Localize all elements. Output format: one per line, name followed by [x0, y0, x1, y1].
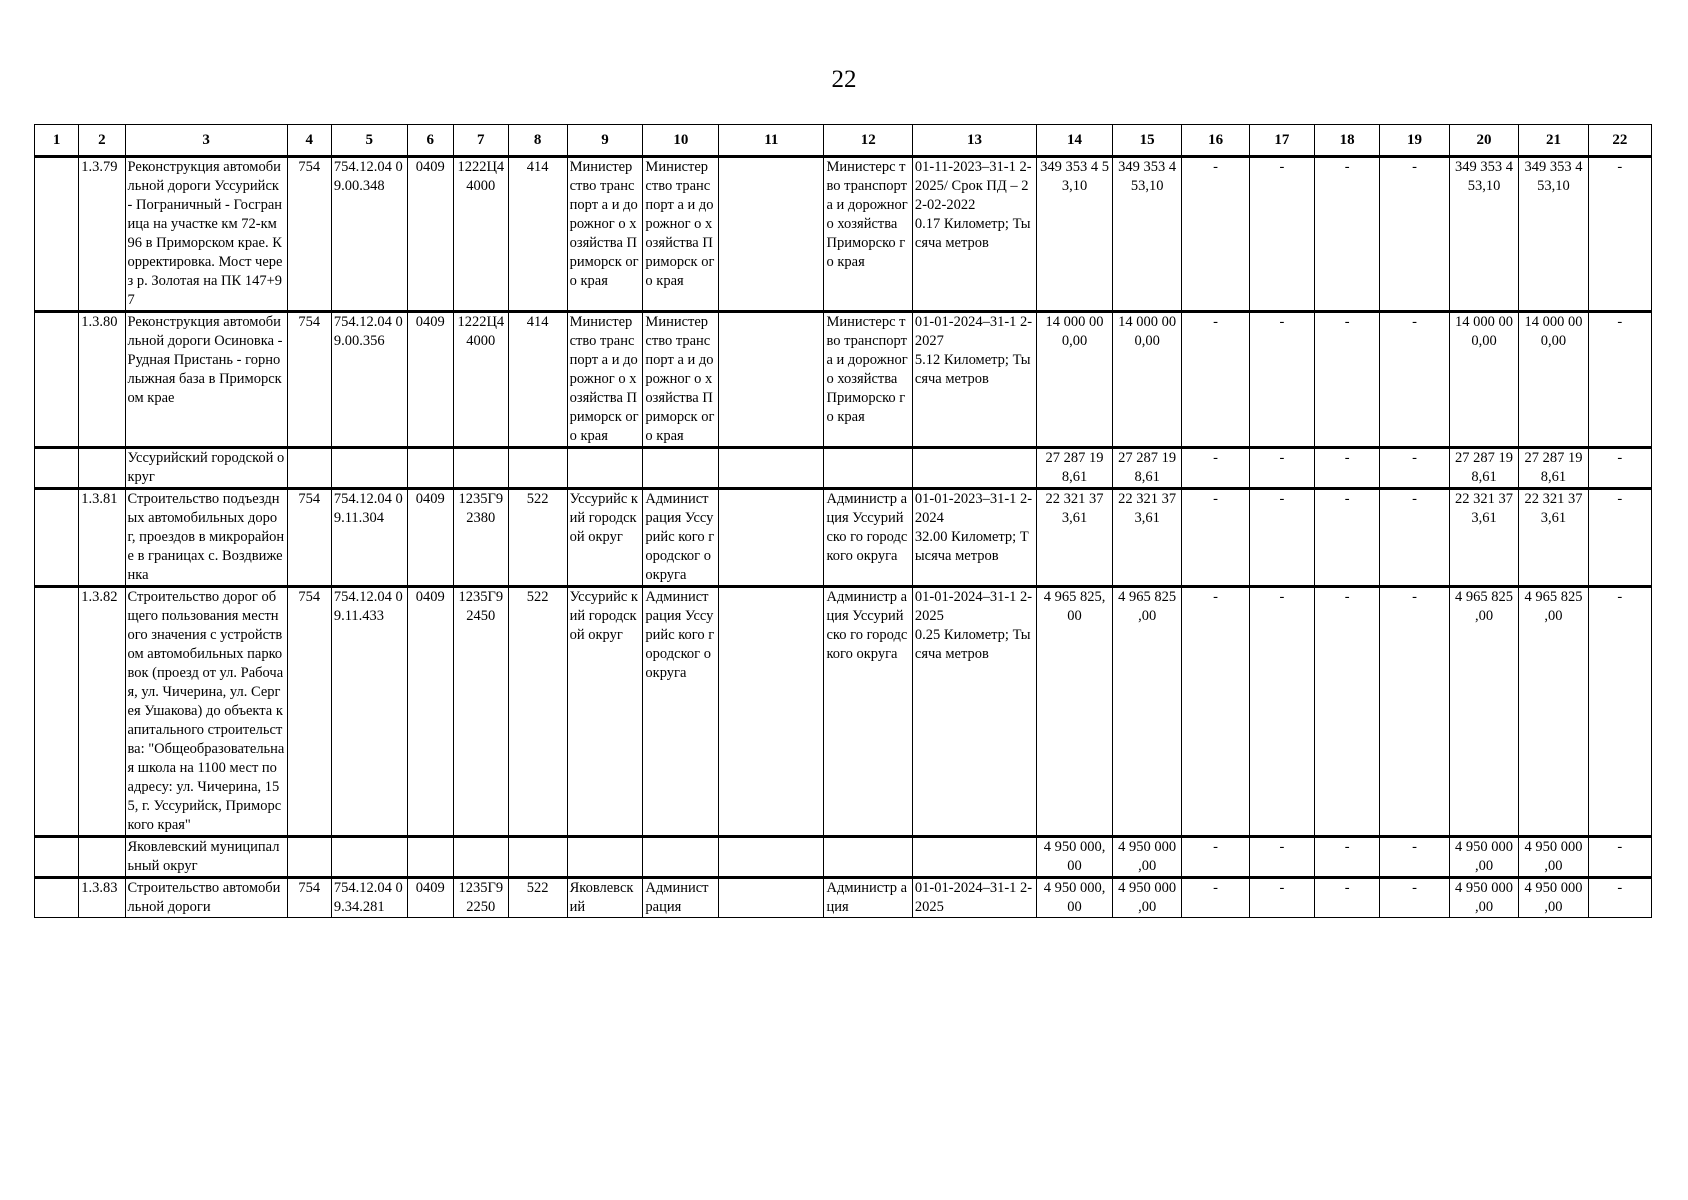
cell-col-6: 0409 [407, 157, 453, 312]
cell-col-18: - [1315, 489, 1380, 587]
object-name: Реконструкция автомобильной дороги Осиновка - Рудная Пристань - горнолыжная база в Приморском крае [125, 312, 287, 448]
col-header: 7 [453, 125, 508, 157]
col-header: 13 [912, 125, 1036, 157]
cell-col-4 [287, 448, 331, 489]
cell-col-10: Админист рация Уссурийс кого городског о округа [643, 489, 719, 587]
cell-col-7: 1235Г9 2380 [453, 489, 508, 587]
cell-col-13 [912, 587, 1036, 837]
cell-col-8: 522 [508, 878, 567, 918]
cell-col-10: Министер ство транспорт а и дорожног о хозяйства Приморск ого края [643, 312, 719, 448]
cell-col-21: 4 965 825 ,00 [1519, 587, 1588, 837]
cell-col-7: 1235Г9 2250 [453, 878, 508, 918]
cell-col-21: 4 950 000 ,00 [1519, 837, 1588, 878]
cell-col-7 [453, 837, 508, 878]
cell-col-11 [719, 878, 824, 918]
cell-col-13 [912, 489, 1036, 587]
cell-col-18: - [1315, 878, 1380, 918]
cell-col-10: Министер ство транспорт а и дорожног о хозяйства Приморск ого края [643, 157, 719, 312]
cell-col-14: 22 321 37 3,61 [1037, 489, 1113, 587]
object-name: Уссурийский городской округ [125, 448, 287, 489]
cell-col-1 [35, 448, 79, 489]
cell-col-19: - [1380, 312, 1449, 448]
cell-col-22: - [1588, 837, 1651, 878]
cell-col-13 [912, 312, 1036, 448]
cell-col-5: 754.12.04 09.11.433 [331, 587, 407, 837]
cell-col-16: - [1182, 878, 1249, 918]
col-header: 1 [35, 125, 79, 157]
period-text: 01-01-2024–31-1 2-2027 [914, 314, 1033, 349]
cell-col-19: - [1380, 448, 1449, 489]
cell-col-8: 522 [508, 587, 567, 837]
col-header: 4 [287, 125, 331, 157]
table-row [35, 157, 1652, 312]
cell-col-16: - [1182, 837, 1249, 878]
cell-col-11 [719, 587, 824, 837]
col-header: 9 [567, 125, 643, 157]
cell-col-15: 22 321 37 3,61 [1112, 489, 1181, 587]
cell-col-1 [35, 489, 79, 587]
cell-col-11 [719, 448, 824, 489]
cell-col-12: Министерс тво транспорта и дорожного хозяйства Приморско го края [824, 312, 912, 448]
cell-col-16: - [1182, 312, 1249, 448]
cell-col-10: Админист рация Уссурийс кого городског о округа [643, 587, 719, 837]
table-row [35, 587, 1652, 837]
cell-col-7: 1222Ц4 4000 [453, 157, 508, 312]
cell-col-21: 14 000 00 0,00 [1519, 312, 1588, 448]
cell-col-14: 4 950 000, 00 [1037, 878, 1113, 918]
object-name: Строительство подъездных автомобильных дорог, проездов в микрорайоне в границах с. Воздвиженка [125, 489, 287, 587]
header-row [35, 125, 1652, 157]
cell-col-18: - [1315, 448, 1380, 489]
capacity-text: 0.25 Километр; Тысяча метров [914, 627, 1031, 662]
col-header: 6 [407, 125, 453, 157]
capacity-text: 32.00 Километр; Тысяча метров [914, 529, 1029, 564]
cell-col-21: 22 321 37 3,61 [1519, 489, 1588, 587]
cell-col-6 [407, 448, 453, 489]
col-header: 21 [1519, 125, 1588, 157]
col-header: 19 [1380, 125, 1449, 157]
col-header: 5 [331, 125, 407, 157]
cell-col-7: 1222Ц4 4000 [453, 312, 508, 448]
cell-col-18: - [1315, 587, 1380, 837]
row-number: 1.3.82 [79, 587, 125, 837]
cell-col-6: 0409 [407, 878, 453, 918]
cell-col-20: 14 000 00 0,00 [1449, 312, 1518, 448]
cell-col-14: 4 950 000, 00 [1037, 837, 1113, 878]
cell-col-16: - [1182, 448, 1249, 489]
object-name: Строительство дорог общего пользования местного значения с устройством автомобильных парковок (проезд от ул. Рабочая, ул. Чичерина, ул. Сергея Ушакова) до объекта капитального строительства: "Общеобразовательна я школа на 1100 мест по адресу: ул. Чичерина, 155, г. Уссурийск, Приморского края" [125, 587, 287, 837]
cell-col-22: - [1588, 312, 1651, 448]
period-text: 01-11-2023–31-1 2-2025/ Срок ПД – 22-02-2022 [914, 159, 1032, 213]
cell-col-6 [407, 837, 453, 878]
row-number: 1.3.79 [79, 157, 125, 312]
cell-col-12: Министерс тво транспорта и дорожного хозяйства Приморско го края [824, 157, 912, 312]
cell-col-19: - [1380, 587, 1449, 837]
budget-table [34, 124, 1652, 918]
period-text: 01-01-2023–31-1 2-2024 [914, 491, 1033, 526]
cell-col-1 [35, 587, 79, 837]
row-number: 1.3.81 [79, 489, 125, 587]
cell-col-4: 754 [287, 878, 331, 918]
col-header: 11 [719, 125, 824, 157]
cell-col-16: - [1182, 157, 1249, 312]
row-number [79, 448, 125, 489]
cell-col-10 [643, 448, 719, 489]
cell-col-7: 1235Г9 2450 [453, 587, 508, 837]
cell-col-11 [719, 312, 824, 448]
object-name: Строительство автомобильной дороги [125, 878, 287, 918]
cell-col-1 [35, 878, 79, 918]
page-number: 22 [831, 66, 857, 93]
col-header: 8 [508, 125, 567, 157]
cell-col-14: 27 287 19 8,61 [1037, 448, 1113, 489]
table-row [35, 448, 1652, 489]
cell-col-21: 349 353 4 53,10 [1519, 157, 1588, 312]
cell-col-5 [331, 837, 407, 878]
col-header: 3 [125, 125, 287, 157]
cell-col-6: 0409 [407, 587, 453, 837]
cell-col-14: 14 000 00 0,00 [1037, 312, 1113, 448]
cell-col-15: 4 950 000 ,00 [1112, 878, 1181, 918]
cell-col-5: 754.12.04 09.00.356 [331, 312, 407, 448]
cell-col-17: - [1249, 837, 1314, 878]
cell-col-5 [331, 448, 407, 489]
cell-col-9: Министер ство транспорт а и дорожног о хозяйства Приморск ого края [567, 312, 643, 448]
cell-col-20: 22 321 37 3,61 [1449, 489, 1518, 587]
cell-col-21: 4 950 000 ,00 [1519, 878, 1588, 918]
cell-col-11 [719, 157, 824, 312]
cell-col-12: Администр ация Уссурийско го городского округа [824, 489, 912, 587]
cell-col-19: - [1380, 489, 1449, 587]
cell-col-14: 349 353 4 53,10 [1037, 157, 1113, 312]
cell-col-1 [35, 157, 79, 312]
cell-col-10: Админист рация [643, 878, 719, 918]
period-text: 01-01-2024–31-1 2-2025 [914, 589, 1033, 624]
cell-col-14: 4 965 825, 00 [1037, 587, 1113, 837]
col-header: 14 [1037, 125, 1113, 157]
cell-col-13 [912, 878, 1036, 918]
cell-col-11 [719, 489, 824, 587]
cell-col-5: 754.12.04 09.11.304 [331, 489, 407, 587]
cell-col-12: Администр ация Уссурийско го городского округа [824, 587, 912, 837]
cell-col-9: Министер ство транспорт а и дорожног о хозяйства Приморск ого края [567, 157, 643, 312]
cell-col-12 [824, 837, 912, 878]
cell-col-21: 27 287 19 8,61 [1519, 448, 1588, 489]
cell-col-9 [567, 837, 643, 878]
period-text: 01-01-2024–31-1 2-2025 [914, 880, 1033, 915]
cell-col-18: - [1315, 157, 1380, 312]
cell-col-17: - [1249, 448, 1314, 489]
row-number: 1.3.83 [79, 878, 125, 918]
cell-col-11 [719, 837, 824, 878]
cell-col-17: - [1249, 312, 1314, 448]
cell-col-17: - [1249, 587, 1314, 837]
cell-col-20: 27 287 19 8,61 [1449, 448, 1518, 489]
cell-col-15: 14 000 00 0,00 [1112, 312, 1181, 448]
col-header: 16 [1182, 125, 1249, 157]
cell-col-12 [824, 448, 912, 489]
col-header: 17 [1249, 125, 1314, 157]
cell-col-15: 4 950 000 ,00 [1112, 837, 1181, 878]
cell-col-17: - [1249, 157, 1314, 312]
cell-col-12: Администр ация [824, 878, 912, 918]
cell-col-8: 414 [508, 157, 567, 312]
table-row [35, 489, 1652, 587]
cell-col-13 [912, 157, 1036, 312]
cell-col-4: 754 [287, 587, 331, 837]
cell-col-7 [453, 448, 508, 489]
cell-col-15: 349 353 4 53,10 [1112, 157, 1181, 312]
object-name: Яковлевский муниципальный округ [125, 837, 287, 878]
table-row [35, 312, 1652, 448]
cell-col-22: - [1588, 448, 1651, 489]
cell-col-20: 4 950 000 ,00 [1449, 878, 1518, 918]
cell-col-22: - [1588, 157, 1651, 312]
cell-col-16: - [1182, 489, 1249, 587]
col-header: 18 [1315, 125, 1380, 157]
col-header: 20 [1449, 125, 1518, 157]
cell-col-9 [567, 448, 643, 489]
cell-col-15: 27 287 19 8,61 [1112, 448, 1181, 489]
cell-col-18: - [1315, 312, 1380, 448]
cell-col-9: Уссурийс кий городской округ [567, 587, 643, 837]
row-number [79, 837, 125, 878]
cell-col-5: 754.12.04 09.34.281 [331, 878, 407, 918]
capacity-text: 5.12 Километр; Тысяча метров [914, 352, 1031, 387]
cell-col-18: - [1315, 837, 1380, 878]
cell-col-6: 0409 [407, 312, 453, 448]
cell-col-4 [287, 837, 331, 878]
table-row [35, 878, 1652, 918]
cell-col-22: - [1588, 587, 1651, 837]
cell-col-19: - [1380, 837, 1449, 878]
cell-col-4: 754 [287, 312, 331, 448]
col-header: 10 [643, 125, 719, 157]
cell-col-1 [35, 837, 79, 878]
cell-col-20: 349 353 4 53,10 [1449, 157, 1518, 312]
cell-col-1 [35, 312, 79, 448]
cell-col-9: Уссурийс кий городской округ [567, 489, 643, 587]
cell-col-8: 414 [508, 312, 567, 448]
cell-col-22: - [1588, 878, 1651, 918]
cell-col-5: 754.12.04 09.00.348 [331, 157, 407, 312]
cell-col-6: 0409 [407, 489, 453, 587]
cell-col-17: - [1249, 878, 1314, 918]
cell-col-20: 4 950 000 ,00 [1449, 837, 1518, 878]
cell-col-4: 754 [287, 489, 331, 587]
cell-col-4: 754 [287, 157, 331, 312]
cell-col-9: Яковлевск ий [567, 878, 643, 918]
cell-col-16: - [1182, 587, 1249, 837]
col-header: 22 [1588, 125, 1651, 157]
cell-col-20: 4 965 825 ,00 [1449, 587, 1518, 837]
col-header: 12 [824, 125, 912, 157]
cell-col-17: - [1249, 489, 1314, 587]
col-header: 15 [1112, 125, 1181, 157]
row-number: 1.3.80 [79, 312, 125, 448]
cell-col-15: 4 965 825 ,00 [1112, 587, 1181, 837]
cell-col-8 [508, 837, 567, 878]
cell-col-8: 522 [508, 489, 567, 587]
capacity-text: 0.17 Километр; Тысяча метров [914, 216, 1031, 251]
cell-col-19: - [1380, 878, 1449, 918]
cell-col-8 [508, 448, 567, 489]
cell-col-10 [643, 837, 719, 878]
object-name: Реконструкция автомобильной дороги Уссурийск - Пограничный - Госграница на участке км 72-км 96 в Приморском крае. Корректировка. Мост через р. Золотая на ПК 147+97 [125, 157, 287, 312]
cell-col-19: - [1380, 157, 1449, 312]
table-row [35, 837, 1652, 878]
cell-col-22: - [1588, 489, 1651, 587]
col-header: 2 [79, 125, 125, 157]
cell-col-13 [912, 837, 1036, 878]
cell-col-13 [912, 448, 1036, 489]
